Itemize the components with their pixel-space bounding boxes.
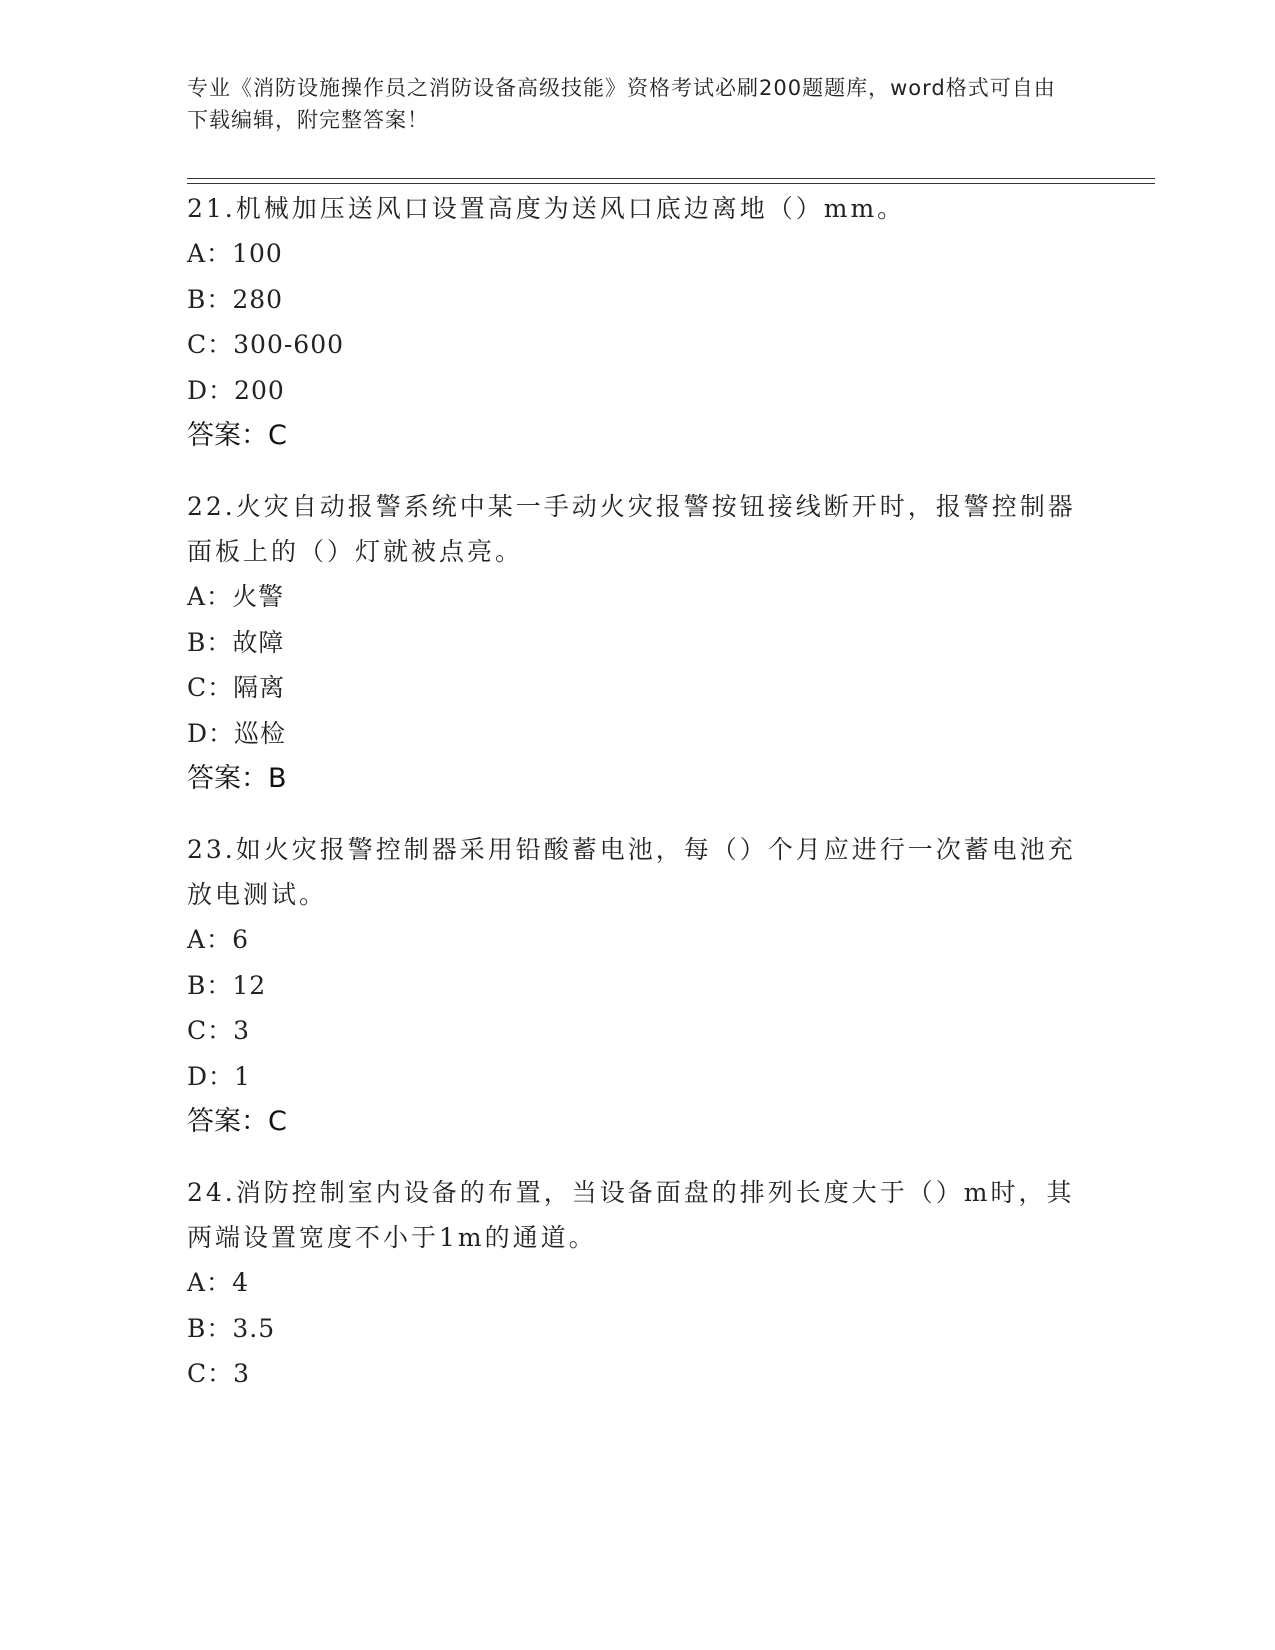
option-key: B：: [187, 1313, 233, 1343]
option-key: A：: [187, 1268, 233, 1297]
option-text: 4: [232, 1268, 249, 1297]
option-text: 巡检: [234, 718, 287, 748]
header-divider-top: [187, 178, 1155, 179]
option-key: C：: [187, 673, 234, 702]
option-key: B：: [187, 284, 233, 314]
option-text: 3.5: [232, 1313, 276, 1343]
option-key: C：: [187, 1016, 234, 1045]
option-text: 12: [232, 970, 267, 1000]
option-d: [187, 1054, 1087, 1100]
header-divider-bottom: [187, 183, 1155, 184]
option-text: 100: [232, 239, 283, 268]
question-stem: 21.机械加压送风口设置高度为送风口底边离地（）mm。: [187, 194, 906, 223]
option-b: [187, 277, 1087, 323]
option-a: [187, 574, 1087, 620]
option-c: [187, 322, 1087, 368]
option-key: D：: [187, 1061, 235, 1091]
question-21: [187, 186, 1087, 458]
option-text: 火警: [232, 582, 285, 611]
option-d: [187, 711, 1087, 757]
option-text: 故障: [232, 627, 285, 657]
option-text: 200: [234, 375, 285, 405]
answer-label: 答案：C: [187, 1106, 287, 1137]
option-b: [187, 620, 1087, 666]
option-key: B：: [187, 970, 233, 1000]
option-b: [187, 963, 1087, 1009]
question-stem: 22.火灾自动报警系统中某一手动火灾报警按钮接线断开时，报警控制器面板上的（）灯就被点亮。: [187, 492, 1076, 566]
question-list: [187, 186, 1087, 1423]
option-b: [187, 1306, 1087, 1352]
document-header: 专业《消防设施操作员之消防设备高级技能》资格考试必刷200题题库，word格式可自由下载编辑，附完整答案！: [187, 76, 1056, 132]
question-stem: 23.如火灾报警控制器采用铅酸蓄电池，每（）个月应进行一次蓄电池充放电测试。: [187, 835, 1076, 909]
option-text: 隔离: [233, 673, 286, 702]
option-text: 3: [233, 1359, 251, 1388]
option-c: [187, 1008, 1087, 1054]
option-d: [187, 368, 1087, 414]
option-key: C：: [187, 330, 234, 359]
question-22: [187, 484, 1087, 801]
option-text: 280: [232, 284, 284, 314]
answer-label: 答案：C: [187, 420, 287, 451]
option-key: A：: [187, 239, 233, 268]
option-key: B：: [187, 627, 233, 657]
option-text: 3: [233, 1016, 251, 1045]
option-key: A：: [187, 582, 233, 611]
option-key: C：: [187, 1359, 234, 1388]
option-a: [187, 231, 1087, 277]
option-c: [187, 665, 1087, 711]
option-a: [187, 917, 1087, 963]
question-24: [187, 1170, 1087, 1397]
question-23: [187, 827, 1087, 1144]
option-text: 6: [232, 925, 249, 954]
option-key: D：: [187, 375, 235, 405]
option-key: A：: [187, 925, 233, 954]
option-c: [187, 1351, 1087, 1397]
option-text: 300-600: [233, 330, 345, 359]
option-key: D：: [187, 718, 235, 748]
answer-label: 答案：B: [187, 763, 287, 794]
option-a: [187, 1260, 1087, 1306]
question-stem: 24.消防控制室内设备的布置，当设备面盘的排列长度大于（）m时，其两端设置宽度不小于1m的通道。: [187, 1178, 1075, 1252]
option-text: 1: [234, 1061, 251, 1091]
